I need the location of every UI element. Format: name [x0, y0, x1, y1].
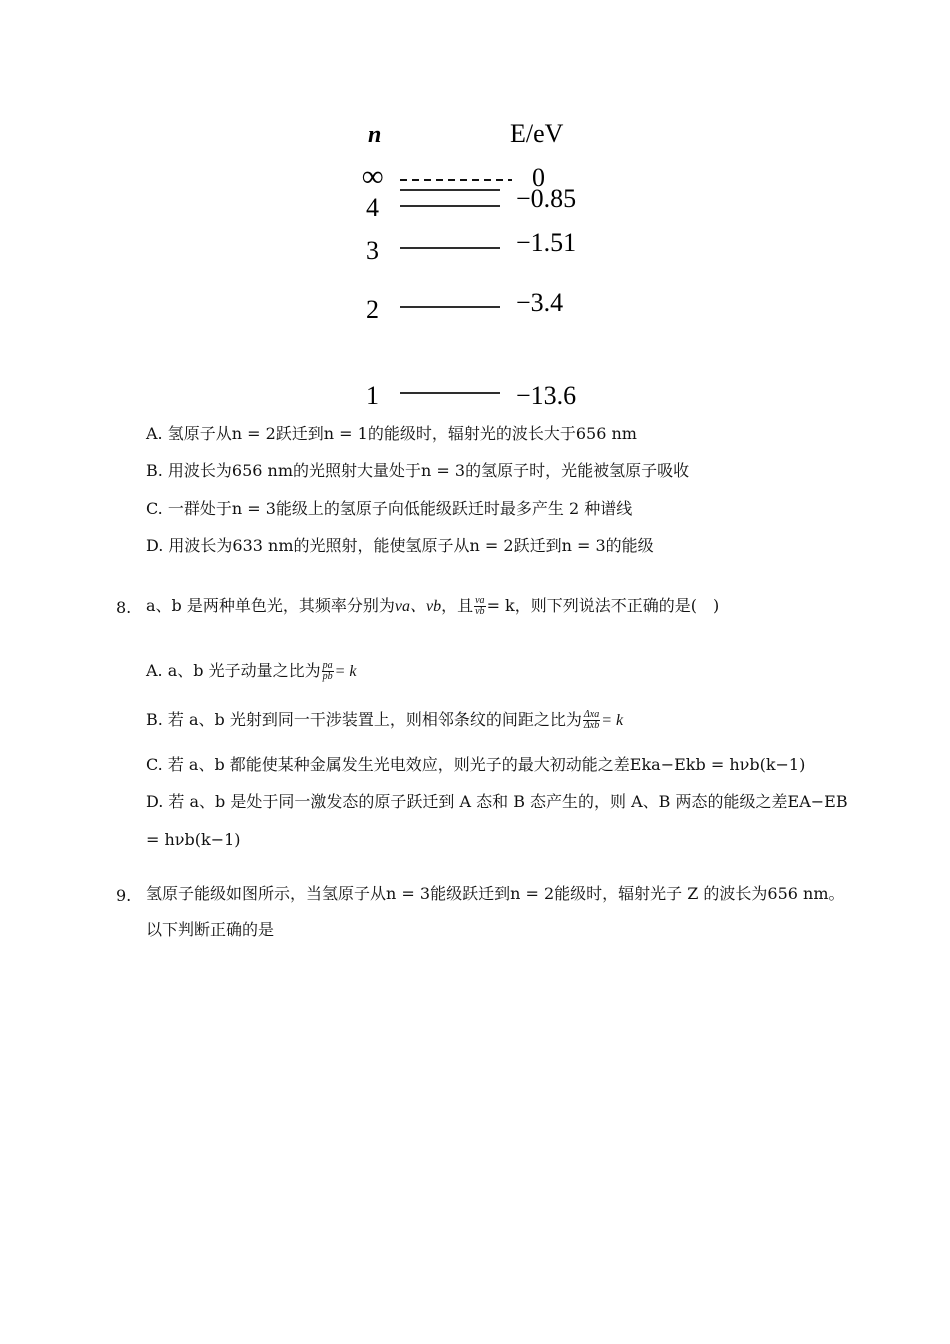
q8-option-b-fraction: [583, 710, 600, 731]
n-axis-label: n: [368, 122, 382, 148]
level-label-3: 3: [366, 236, 379, 265]
q8-stem-part2: ，且: [441, 596, 474, 615]
energy-level-svg: [340, 110, 620, 410]
q8-option-a-prefix: A. a、b 光子动量之比为: [146, 661, 321, 680]
q8-option-d-line1: D. 若 a、b 是处于同一激发态的原子跃迁到 A 态和 B 态产生的，则 A、B 两态的能级之差EA−EB: [146, 792, 848, 811]
q8-option-a-frac-den: pb: [322, 671, 333, 682]
level-energy-3: −1.51: [516, 228, 577, 257]
q8-option-b-suffix: = k: [601, 712, 624, 729]
q8-option-b-frac-den: Δxb: [583, 720, 600, 731]
q8-option-b-prefix: B. 若 a、b 光射到同一干涉装置上，则相邻条纹的间距之比为: [146, 710, 582, 729]
q8-option-c: C. 若 a、b 都能使某种金属发生光电效应，则光子的最大初动能之差Eka−Ekb = hνb(k−1): [146, 755, 806, 774]
q8-option-a: [146, 659, 357, 684]
q8-option-a-suffix: = k: [334, 663, 357, 680]
q8-option-b: [146, 708, 623, 733]
q7-option-c: C. 一群处于n = 3能级上的氢原子向低能级跃迁时最多产生 2 种谱线: [146, 499, 633, 518]
q8-stem-frac-num: νa: [475, 595, 485, 606]
q9-stem-line1: 氢原子能级如图所示，当氢原子从n = 3能级跃迁到n = 2能级时，辐射光子 Z 的波长为656 nm。: [146, 884, 845, 903]
q7-option-a: A. 氢原子从n = 2跃迁到n = 1的能级时，辐射光的波长大于656 nm: [146, 424, 637, 443]
level-label-4: 4: [366, 193, 379, 222]
level-label-1: 1: [366, 381, 379, 410]
level-energy-2: −3.4: [516, 288, 564, 317]
q7-option-d: D. 用波长为633 nm的光照射，能使氢原子从n = 2跃迁到n = 3的能级: [146, 536, 654, 555]
level-label-2: 2: [366, 295, 379, 324]
q8-stem-nu: νa、νb: [394, 598, 442, 615]
q8-option-b-frac-num: Δxa: [583, 709, 600, 720]
q8-option-a-fraction: [322, 661, 334, 682]
q8-number: 8.: [116, 598, 132, 617]
q8-stem: [146, 594, 719, 619]
level-energy-4: −0.85: [516, 184, 577, 213]
q8-option-d-line2: = hνb(k−1): [146, 830, 241, 849]
energy-level-diagram: [340, 110, 620, 410]
q8-option-a-frac-num: pa: [322, 660, 333, 671]
level-energy-inf: 0: [532, 163, 545, 192]
q8-stem-part1: a、b 是两种单色光，其频率分别为: [146, 596, 395, 615]
q7-option-b: B. 用波长为656 nm的光照射大量处于n = 3的氢原子时，光能被氢原子吸收: [146, 461, 690, 480]
q8-stem-fraction: [474, 596, 485, 617]
level-label-inf: ∞: [362, 160, 384, 193]
energy-axis-label: E/eV: [510, 119, 564, 148]
q9-stem-line2: 以下判断正确的是: [146, 920, 275, 939]
q8-stem-frac-den: νb: [475, 606, 485, 617]
level-energy-1: −13.6: [516, 381, 577, 410]
q9-number: 9.: [116, 886, 132, 905]
q8-stem-part3: = k，则下列说法不正确的是( ): [486, 596, 720, 615]
